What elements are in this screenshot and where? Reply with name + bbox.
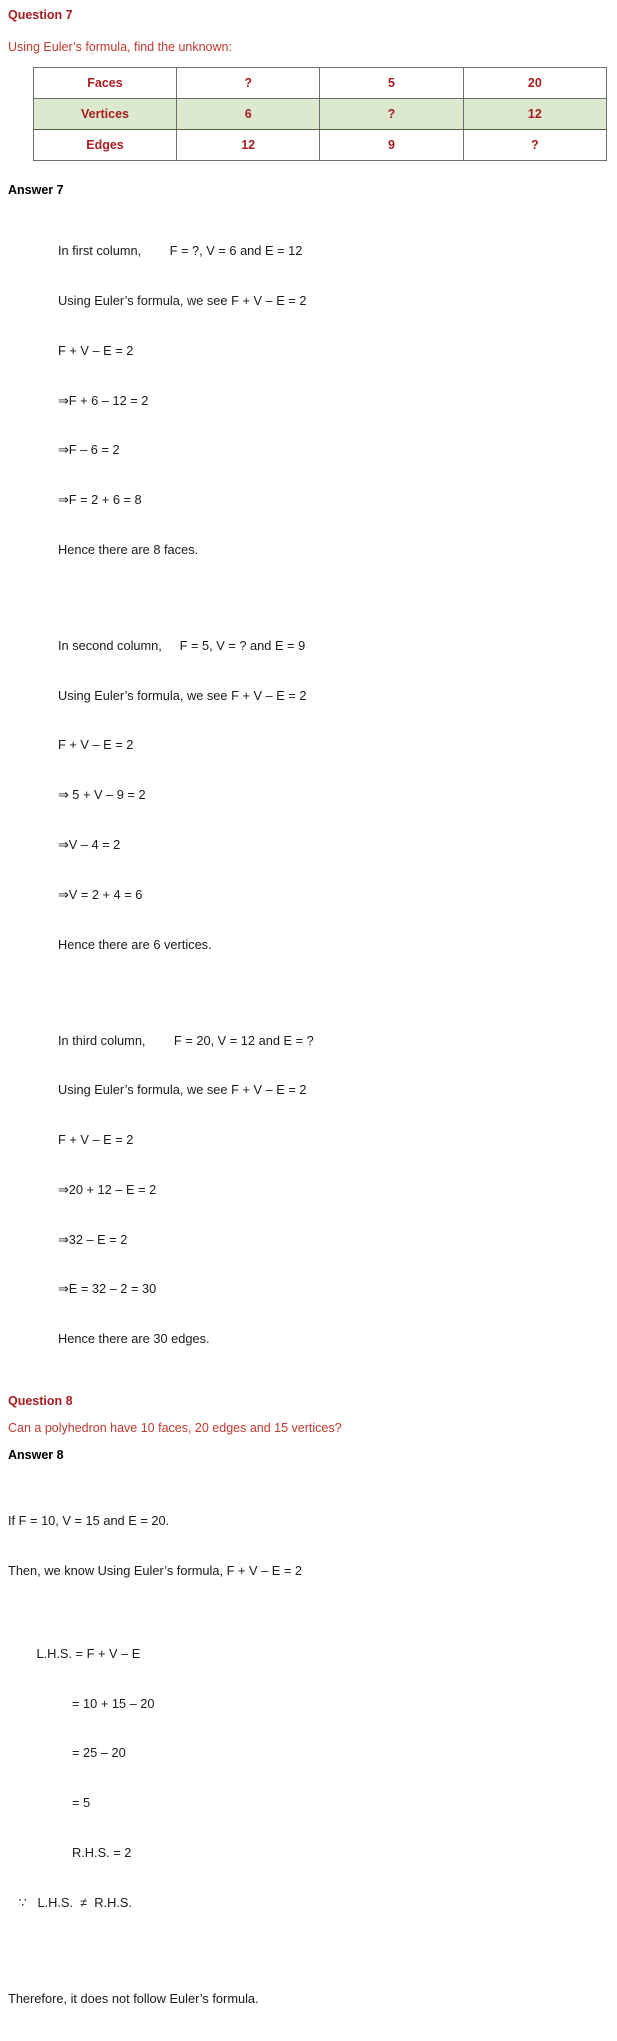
answer-line: = 10 + 15 – 20 — [8, 1695, 155, 1711]
table-cell-row-label: Edges — [34, 130, 177, 161]
table-cell-value: 9 — [320, 130, 463, 161]
answer-line: ⇒F – 6 = 2 — [58, 442, 120, 458]
answer-line: Hence there are 30 edges. — [58, 1331, 210, 1347]
answer-line: ⇒20 + 12 – E = 2 — [58, 1181, 157, 1197]
answer-7-part-3 — [0, 999, 617, 1381]
table-cell-row-label: Vertices — [34, 99, 177, 130]
answer-line: ⇒F + 6 – 12 = 2 — [58, 392, 149, 408]
table-cell-value: ? — [177, 68, 320, 99]
answer-line: Using Euler’s formula, we see F + V – E = 2 — [58, 292, 307, 308]
euler-table — [33, 67, 607, 161]
question-8-prompt: Can a polyhedron have 10 faces, 20 edges and 15 vertices? — [8, 1420, 342, 1435]
table-cell-value: 6 — [177, 99, 320, 130]
table-cell-value: 20 — [463, 68, 606, 99]
answer-8-heading: Answer 8 — [8, 1447, 64, 1462]
answer-7-part-1 — [0, 210, 617, 592]
table-row — [34, 68, 607, 99]
answer-8-working — [0, 1613, 617, 1945]
answer-line: F + V – E = 2 — [58, 737, 134, 753]
table-cell-row-label: Faces — [34, 68, 177, 99]
table-cell-value: 5 — [320, 68, 463, 99]
table-cell-value: 12 — [463, 99, 606, 130]
answer-line: If F = 10, V = 15 and E = 20. — [8, 1513, 170, 1529]
answer-line: ⇒V – 4 = 2 — [58, 836, 121, 852]
table-row — [34, 99, 607, 130]
answer-line: F + V – E = 2 — [58, 1132, 134, 1148]
spacer — [0, 1381, 617, 1394]
spacer — [0, 1462, 617, 1480]
table-row — [34, 130, 607, 161]
answer-line: Therefore, it does not follow Euler’s formula. — [8, 1990, 259, 2006]
answer-line: ∵ L.H.S. ≠ R.H.S. — [8, 1894, 132, 1910]
spacer — [0, 161, 617, 183]
answer-line: L.H.S. = F + V – E — [8, 1645, 141, 1661]
answer-line: Hence there are 6 vertices. — [58, 936, 212, 952]
answer-line: Hence there are 8 faces. — [58, 541, 199, 557]
spacer — [0, 1408, 617, 1421]
question-7-heading: Question 7 — [8, 8, 73, 22]
spacer — [0, 197, 617, 210]
answer-line: In second column, F = 5, V = ? and E = 9 — [58, 637, 306, 653]
answer-line: Using Euler’s formula, we see F + V – E = 2 — [58, 687, 307, 703]
euler-table-container — [0, 67, 617, 161]
spacer — [0, 1945, 617, 1958]
spacer — [0, 54, 617, 67]
table-cell-value: ? — [463, 130, 606, 161]
answer-line: Then, we know Using Euler’s formula, F + V – E = 2 — [8, 1562, 302, 1578]
question-7-prompt: Using Euler’s formula, find the unknown: — [8, 40, 232, 54]
answer-line: In first column, F = ?, V = 6 and E = 12 — [58, 243, 303, 259]
answer-line: In third column, F = 20, V = 12 and E = ? — [58, 1032, 314, 1048]
spacer — [0, 592, 617, 605]
answer-line: Using Euler’s formula, we see F + V – E = 2 — [58, 1082, 307, 1098]
spacer — [0, 22, 617, 40]
spacer — [0, 986, 617, 999]
table-cell-value: ? — [320, 99, 463, 130]
answer-7-part-2 — [0, 605, 617, 987]
answer-line: F + V – E = 2 — [58, 342, 134, 358]
spacer — [0, 1435, 617, 1448]
answer-line: R.H.S. = 2 — [8, 1845, 132, 1861]
question-8-heading: Question 8 — [8, 1393, 73, 1408]
table-cell-value: 12 — [177, 130, 320, 161]
answer-line: = 5 — [8, 1795, 91, 1811]
answer-7-heading: Answer 7 — [8, 183, 64, 197]
answer-8-conclusion — [0, 1958, 617, 2041]
answer-line: ⇒F = 2 + 6 = 8 — [58, 492, 142, 508]
answer-line: ⇒ 5 + V – 9 = 2 — [58, 787, 146, 803]
answer-line: = 25 – 20 — [8, 1745, 126, 1761]
answer-8-intro — [0, 1480, 617, 1613]
answer-line: ⇒E = 32 – 2 = 30 — [58, 1281, 157, 1297]
answer-line: ⇒V = 2 + 4 = 6 — [58, 886, 143, 902]
top-spacer — [0, 0, 617, 8]
answer-line: ⇒32 – E = 2 — [58, 1231, 128, 1247]
